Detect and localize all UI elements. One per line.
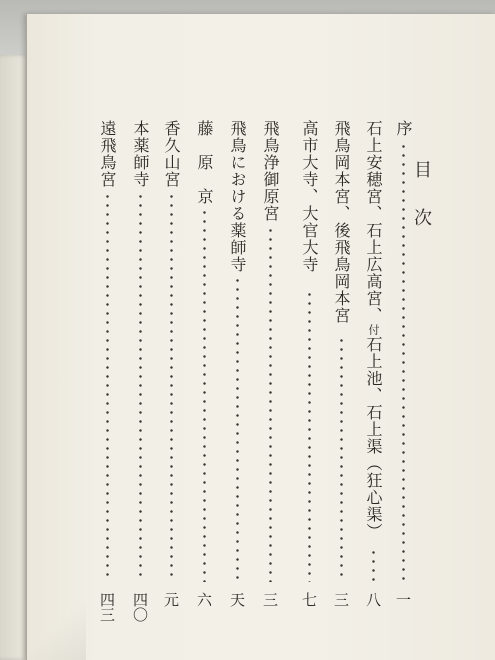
toc-entry-title <box>365 120 381 540</box>
dot-leader <box>203 208 206 582</box>
dot-leader <box>372 548 375 584</box>
page-fold-shadow <box>26 590 86 660</box>
toc-entry-title: 高市大寺、大官大寺 <box>300 120 319 273</box>
dot-leader <box>340 336 343 582</box>
toc-entry-title: 飛鳥における薬師寺 <box>228 120 247 273</box>
dot-leader <box>106 192 109 582</box>
toc-entry-note: 付 <box>367 324 380 336</box>
dot-leader <box>170 192 173 582</box>
toc-entry-page: 八 <box>364 592 382 607</box>
toc-entry-title: 飛鳥浄御原宮 <box>261 120 280 222</box>
toc-entry-page: 一 <box>394 592 412 607</box>
toc-entry-title: 藤 原 京 <box>195 120 214 205</box>
toc-entry-page: 六 <box>195 592 213 607</box>
toc-entry-title-part2: 石上池、石上渠（狂心渠） <box>364 336 383 540</box>
toc-entry-page: 元 <box>162 592 180 607</box>
toc-entry-title-part1: 石上安穂宮、石上広高宮、 <box>364 120 383 324</box>
toc-entry-title: 飛鳥岡本宮、後飛鳥岡本宮 <box>332 120 351 324</box>
dot-leader <box>402 142 405 582</box>
dot-leader <box>269 226 272 582</box>
toc-entry-page: 四〇 <box>131 592 149 622</box>
dot-leader <box>308 290 311 582</box>
toc-entry-title: 遠飛鳥宮 <box>98 120 117 188</box>
toc-entry-page: 四三 <box>98 592 116 622</box>
toc-entry-title: 序 <box>394 120 413 137</box>
toc-heading: 目次 <box>411 160 432 256</box>
toc-entry-page: 天 <box>228 592 246 607</box>
dot-leader <box>236 276 239 582</box>
toc-entry-page: 三 <box>261 592 279 607</box>
toc-entry-page: 七 <box>300 592 318 607</box>
toc-entry-title: 本薬師寺 <box>131 120 150 188</box>
dot-leader <box>139 192 142 582</box>
toc-entry-page: 三 <box>332 592 350 607</box>
toc-entry-title: 香久山宮 <box>162 120 181 188</box>
book-page <box>26 14 495 660</box>
